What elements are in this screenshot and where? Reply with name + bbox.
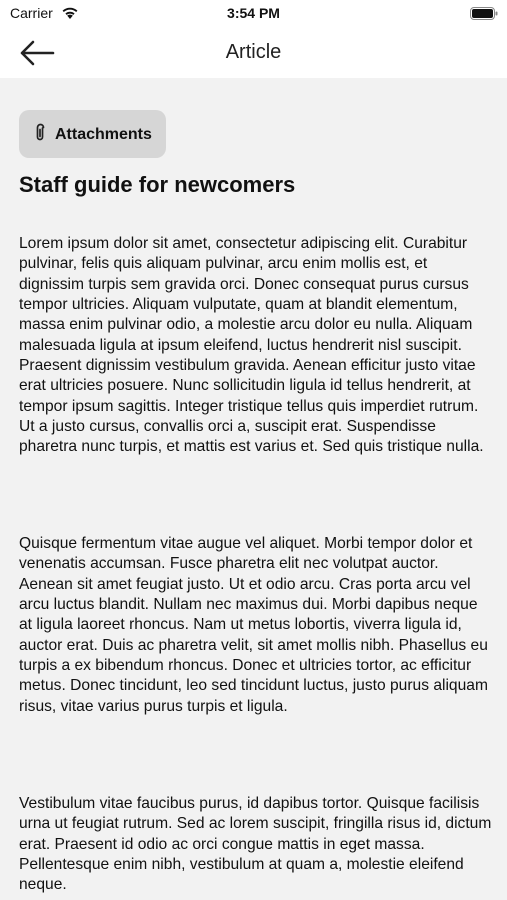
paperclip-icon [34,123,46,143]
article-content[interactable] [0,78,507,900]
navigation-bar [0,28,507,78]
status-bar [0,0,507,28]
article-title: Staff guide for newcomers [19,172,296,197]
attachments-label: Attachments [55,126,152,143]
attachments-button[interactable] [19,110,166,158]
article-paragraph: Vestibulum vitae faucibus purus, id dapibus tortor. Quisque facilisis urna ut feugiat rutrum. Sed ac lorem suscipit, fringilla risus id, dictum erat. Praesent id odio ac orci congue mattis in eget massa. Pellentesque enim nibh, vestibulum at quam a, molestie eleifend neque. [19,795,492,894]
page-title: Article [225,41,282,63]
article-paragraph: Lorem ipsum dolor sit amet, consectetur adipiscing elit. Curabitur pulvinar, felis quis aliquam pulvinar, arcu enim mollis est, et dignissim turpis sem gravida orci. Donec consequat purus cursus tempor ultricies. Aliquam vulputate, quam at blandit elementum, massa enim pulvinar odio, a molestie arcu dolor eu nulla. Aliquam malesuada ligula at ipsum eleifend, luctus hendrerit nisl suscipit. Praesent dignissim vestibulum gravida. Aenean efficitur justo vitae erat ultricies posuere. Nunc sollicitudin ligula id tellus hendrerit, at tempor ipsum sagittis. Integer tristique tellus quis imperdiet rutrum. Ut a justo cursus, convallis orci a, suscipit erat. Suspendisse pharetra nunc turpis, et mattis est varius et. Sed quis tristique nulla. [19,235,484,456]
battery-icon [470,7,498,20]
article-paragraph: Quisque fermentum vitae augue vel aliquet. Morbi tempor dolor et venenatis accumsan. Fusce pharetra elit nec volutpat auctor. Aenean sit amet feugiat justo. Ut et odio arcu. Cras porta arcu vel arcu luctus blandit. Nullam nec maximus dui. Morbi dapibus neque at ligula laoreet rhoncus. Nam ut metus lobortis, viverra ligula id, auctor erat. Duis ac pharetra velit, sit amet mollis nibh. Phasellus eu turpis a ex bibendum rhoncus. Donec et ultricies tortor, ac efficitur metus. Donec tincidunt, leo sed tincidunt luctus, justo purus aliquam risus, vitae varius purus turpis et ligula. [19,535,488,715]
carrier-label: Carrier [10,5,53,21]
clock: 3:54 PM [227,5,280,21]
